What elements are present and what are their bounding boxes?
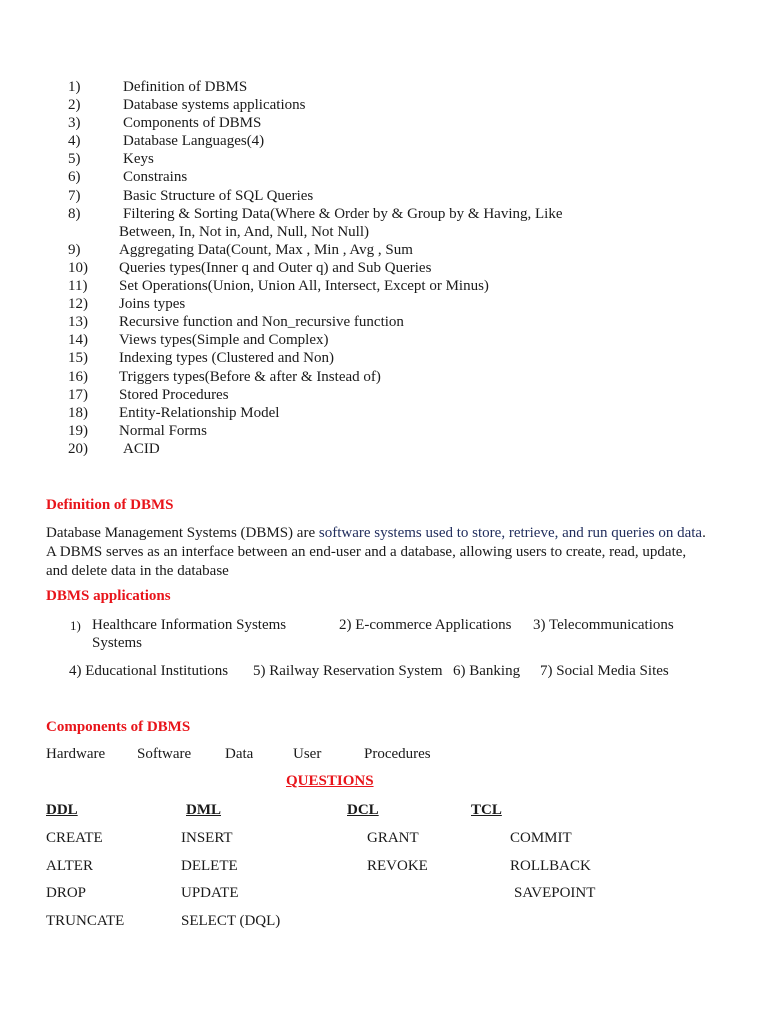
list-item: 15) Indexing types (Clustered and Non) [68,350,334,367]
list-item: 5) Keys [68,151,154,168]
dml-update: UPDATE [181,885,239,901]
list-item-line2: Between, In, Not in, And, Null, Not Null) [119,223,369,240]
list-item: 13) Recursive function and Non_recursive function [68,314,404,331]
topics-list [68,78,708,458]
ddl-drop: DROP [46,885,87,901]
list-item: 6) Constrains [68,169,188,186]
list-item: 17) Stored Procedures [68,386,229,403]
dml-insert: INSERT [181,830,233,846]
list-item: 7) Basic Structure of SQL Queries [68,187,314,204]
list-item: 14) Views types(Simple and Complex) [68,332,329,349]
dcl-revoke: REVOKE [367,858,428,874]
tcl-header: TCL [471,802,502,818]
component-procedures: Procedures [364,746,431,762]
app-item-4: 4) Educational Institutions [69,663,229,679]
app-item-1-number: 1) [70,618,81,633]
list-item: 11) Set Operations(Union, Union All, Intersect, Except or Minus) [68,278,489,295]
tcl-savepoint: SAVEPOINT [514,885,596,901]
ddl-header: DDL [46,802,78,818]
dml-header: DML [186,802,221,818]
ddl-alter: ALTER [46,858,93,874]
list-item: 9) Aggregating Data(Count, Max , Min , Avg , Sum [68,241,413,258]
list-item-line1: Filtering & Sorting Data(Where & Order by & Group by & Having, Like [123,205,563,222]
applications-heading: DBMS applications [46,588,171,604]
list-item: 3) Components of DBMS [68,115,262,132]
app-item-6: 6) Banking [453,663,521,679]
tcl-rollback: ROLLBACK [510,858,591,874]
component-hardware: Hardware [46,746,106,762]
app-item-5: 5) Railway Reservation System [253,663,443,679]
list-item: 20) ACID [68,440,160,457]
list-item: 18) Entity-Relationship Model [68,404,280,421]
app-item-7: 7) Social Media Sites [540,663,669,679]
dml-select: SELECT (DQL) [181,913,281,929]
list-item: 8) Filtering & Sorting Data(Where & Order by & Group by & Having, Like Between, In, Not in, And, Null, Not Null) [68,205,708,241]
component-user: User [293,746,322,762]
component-software: Software [137,746,192,762]
ddl-truncate: TRUNCATE [46,913,125,929]
app-item-1: Healthcare Information Systems [92,617,287,633]
definition-heading: Definition of DBMS [46,497,174,513]
dml-delete: DELETE [181,858,238,874]
tcl-commit: COMMIT [510,830,572,846]
list-item: 12) Joins types [68,296,186,313]
component-data: Data [225,746,254,762]
list-item: 2) Database systems applications [68,97,306,114]
list-item: 16) Triggers types(Before & after & Instead of) [68,368,381,385]
app-item-2: 2) E-commerce Applications [339,617,512,633]
app-item-1-continuation: Systems [92,635,143,651]
definition-highlight: software systems used to store, retrieve, and run queries on data [318,525,703,541]
list-item: 1) Definition of DBMS [68,79,248,95]
dcl-grant: GRANT [367,830,419,846]
dcl-header: DCL [347,802,379,818]
ddl-create: CREATE [46,830,103,846]
list-item: 4) Database Languages(4) [68,133,265,150]
definition-paragraph: Database Management Systems (DBMS) are software systems used to store, retrieve, and run queries on data. A DBMS serves as an interface between an end-user and a database, allowing users to create, read, update, and delete data in the database [46,525,706,579]
list-item: 19) Normal Forms [68,422,207,439]
app-item-3: 3) Telecommunications [533,617,674,633]
components-heading: Components of DBMS [46,719,191,735]
list-item: 10) Queries types(Inner q and Outer q) and Sub Queries [68,259,432,276]
questions-label: QUESTIONS [286,773,374,789]
